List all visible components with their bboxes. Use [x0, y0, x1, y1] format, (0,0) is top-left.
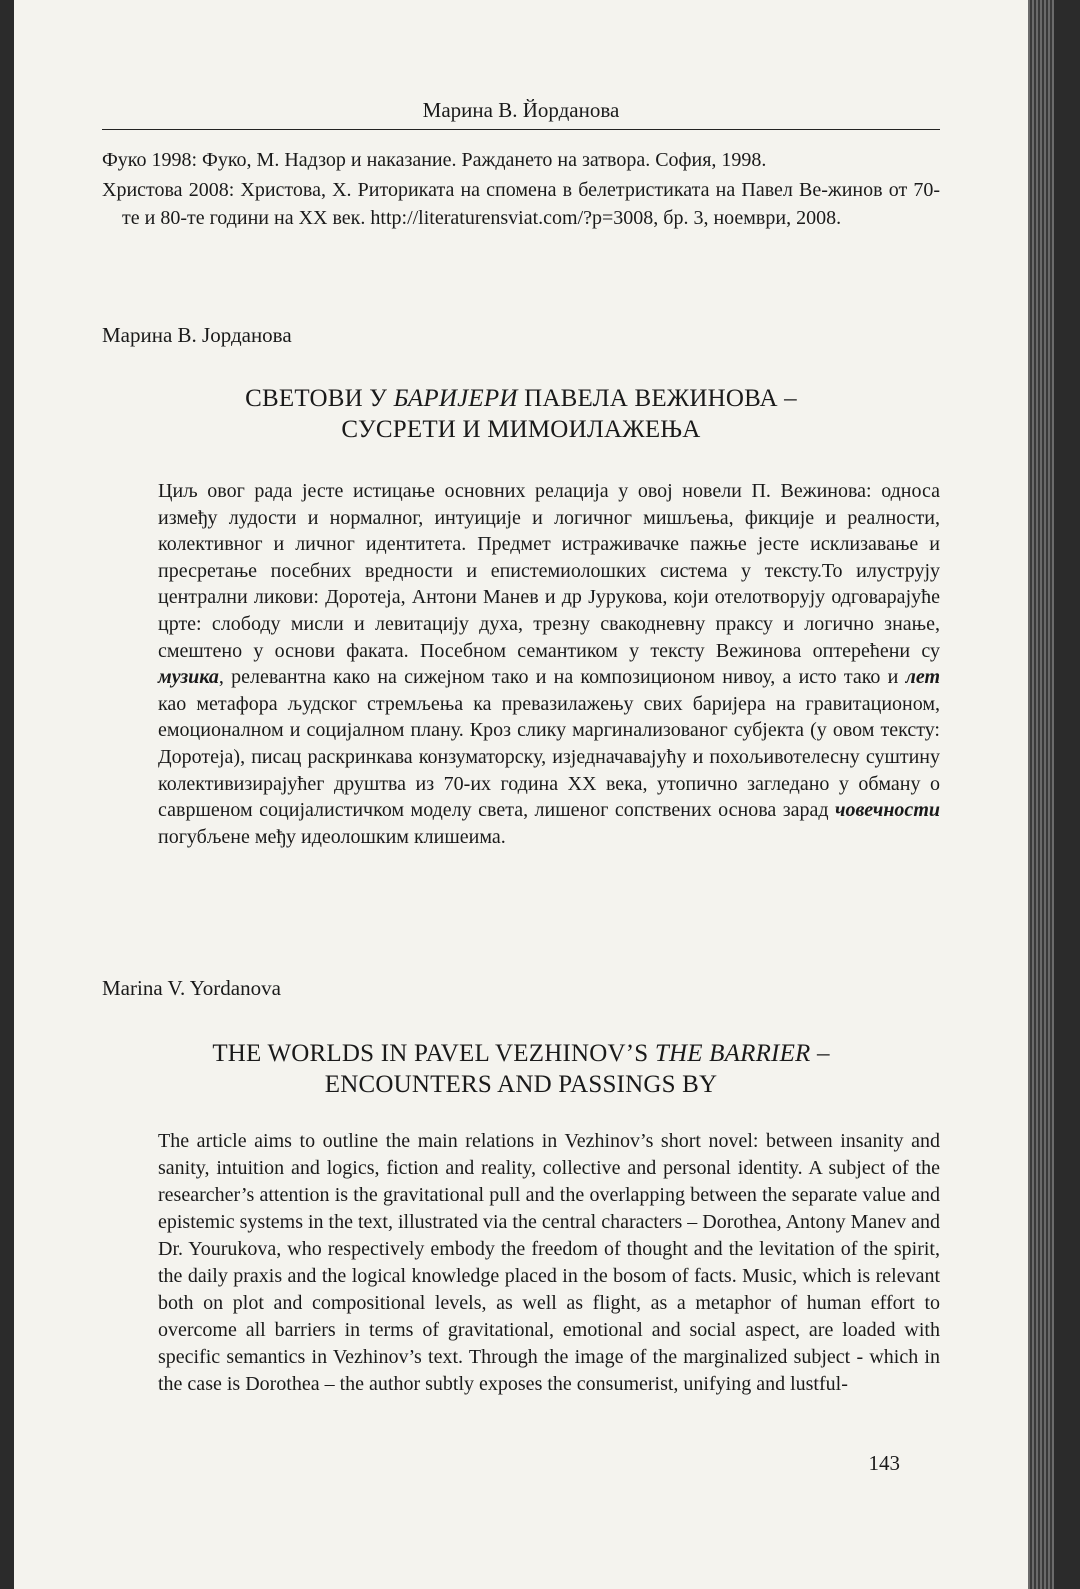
abstract-emphasis: музика [158, 666, 219, 689]
abstract-text: , релевантна како на сижејном тако и на композиционом нивоу, а исто тако и [218, 666, 906, 689]
title-line2: СУСРЕТИ И МИМОИЛАЖЕЊА [341, 416, 701, 443]
page-edge [1028, 0, 1054, 1589]
abstract-text: Циљ овог рада јесте истицање основних релација у овој новели П. Вежинова: односа између лудости и нормалног, интуиције и логичног мишљења, фикције и реалности, колективног и личног идентитета. Предмет истраживачке пажње јесте исклизавање и пресретање посебних вредности и епистемиолошких система у тексту.То илуструју централни ликови: Доротеја, Антони Манев и др Јурукова, који отелотворују одговарајуће црте: слободу мисли и левитацију духа, трезну свакодневну праксу и логично знање, смештено у основи факата. Посебном семантиком у тексту Вежинова оптерећени су [158, 480, 940, 662]
references [102, 146, 940, 234]
reference-item: Христова 2008: Христова, Х. Риториката на спомена в белетристиката на Павел Ве-жинов от 70-те и 80-те години на XX век. http://literaturensviat.com/?p=3008, бр. 3, ноември, 2008. [102, 179, 940, 229]
title-english [102, 1038, 940, 1100]
abstract-emphasis: човечности [835, 799, 940, 822]
title-line1-italic: БАРИЈЕРИ [393, 385, 518, 412]
abstract-text: као метафора људског стремљења ка превазилажењу свих баријера на гравитационом, емоционалном и социјалном плану. Кроз слику маргинализованог субјекта (у овом тексту: Доротеја), писац раскринкава конзуматорску, изједначавајућу и похољивотелесну суштину колективизирајућег друштва из 70-их година XX века, утопично загледано у обману о савршеном социјалистичком моделу света, лишеног сопствених основа зарад [158, 692, 940, 822]
author-serbian: Марина В. Јорданова [102, 323, 292, 347]
title-line1-italic: THE BARRIER [654, 1040, 811, 1067]
title-line1-post: ПАВЕЛА ВЕЖИНОВА – [517, 385, 797, 412]
title-line1-post: – [810, 1040, 830, 1067]
title-line1-pre: THE WORLDS IN PAVEL VEZHINOV’S [212, 1040, 655, 1067]
abstract-emphasis: лет [905, 666, 940, 689]
page-number: 143 [868, 1451, 900, 1475]
abstract-text: погубљене међу идеолошким клишеима. [158, 825, 506, 848]
author-english: Marina V. Yordanova [102, 976, 281, 1000]
title-serbian [102, 383, 940, 445]
book-page [14, 0, 1054, 1589]
running-head: Марина В. Йорданова [102, 98, 940, 130]
abstract-serbian [158, 478, 940, 850]
title-line2: ENCOUNTERS AND PASSINGS BY [324, 1071, 718, 1098]
reference-item: Фуко 1998: Фуко, М. Надзор и наказание. Раждането на затвора. София, 1998. [102, 149, 767, 171]
abstract-english: The article aims to outline the main relations in Vezhinov’s short novel: between insanity and sanity, intuition and logics, fiction and reality, collective and personal identity. A subject of the researcher’s attention is the gravitational pull and the overlapping between the separate value and epistemic systems in the text, illustrated via the central characters – Dorothea, Antony Manev and Dr. Yourukova, who respectively embody the freedom of thought and the levitation of the spirit, the daily praxis and the logical knowledge placed in the bosom of facts. Music, which is relevant both on plot and compositional levels, as well as flight, as a metaphor of human effort to overcome all barriers in terms of gravitational, emotional and social aspect, are loaded with specific semantics in Vezhinov’s text. Through the image of the marginalized subject - which in the case is Dorothea – the author subtly exposes the consumerist, unifying and lustful- [158, 1130, 940, 1395]
title-line1-pre: СВЕТОВИ У [245, 385, 394, 412]
